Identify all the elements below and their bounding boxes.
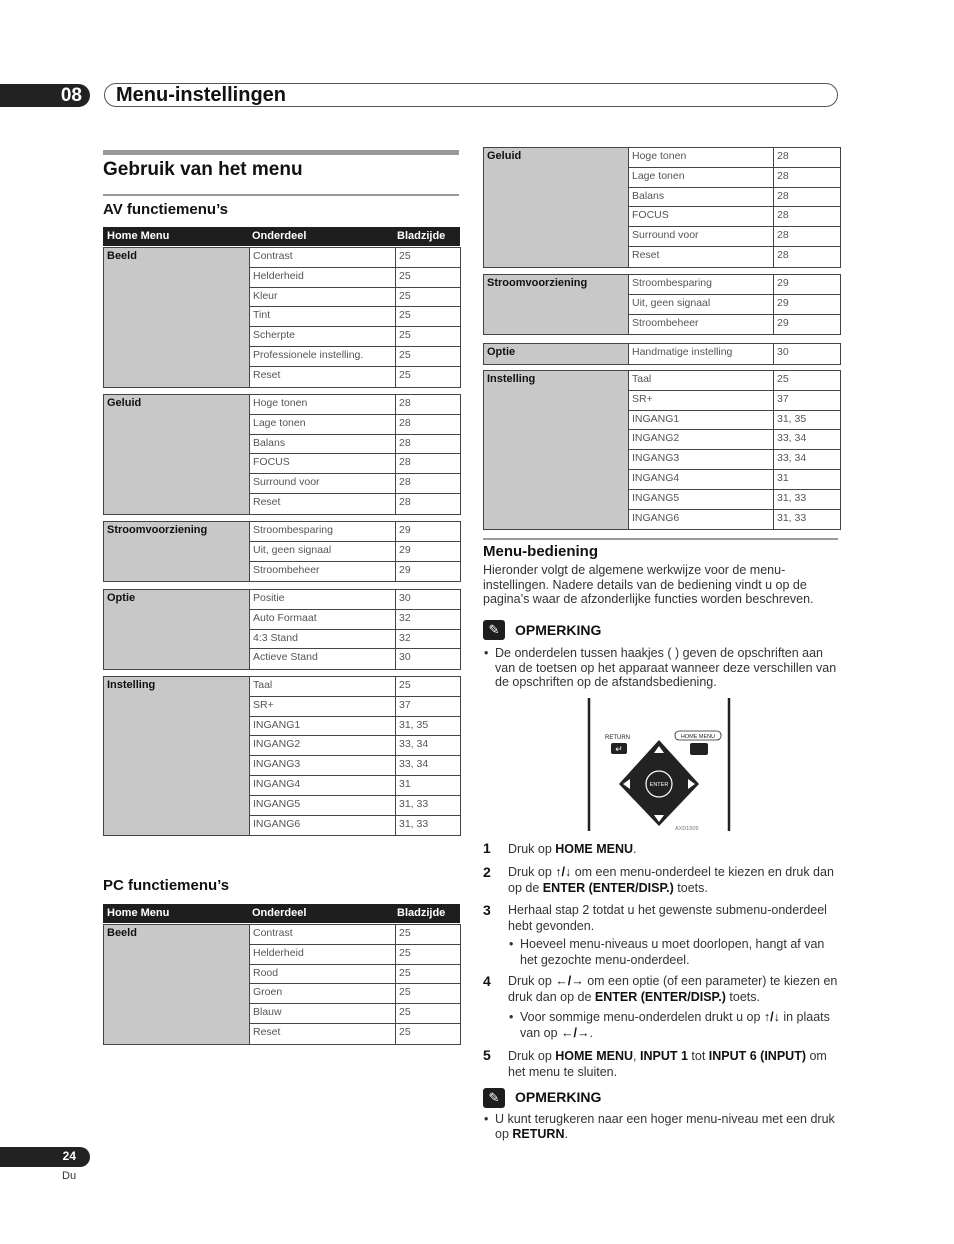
item-name: Reset [629,247,774,267]
step-number: 2 [483,864,491,880]
page-ref: 25 [399,289,411,302]
page-ref: 30 [777,346,789,358]
table-row [250,816,460,836]
page-ref: 25 [399,927,411,939]
item-name: INGANG4 [629,470,774,489]
col-onderdeel: Onderdeel [252,907,307,919]
table-row [629,430,840,450]
item-name: Reset [250,494,396,514]
table-row [629,207,840,227]
step-3-text: Herhaal stap 2 totdat u het gewenste submenu-onderdeel hebt gevonden. [508,903,827,933]
bediening-heading: Menu-bediening [483,543,598,560]
item-name: Handmatige instelling [629,344,774,364]
table-row [629,188,840,208]
page-ref: 28 [777,248,789,261]
step-number: 4 [483,973,491,989]
page-ref: 25 [399,1006,411,1019]
item-name: INGANG2 [629,430,774,449]
group-name: Geluid [104,395,250,514]
item-name: INGANG6 [250,816,396,836]
item-name: FOCUS [629,207,774,226]
item-name: Hoge tonen [250,395,396,414]
step-1-text: Druk op HOME MENU. [508,842,637,856]
table-row [629,391,840,411]
page-ref: 29 [399,563,411,576]
item-name: Surround voor [250,474,396,493]
group-name: Beeld [104,248,250,387]
table-row [250,494,460,514]
step-number: 5 [483,1047,491,1063]
table-row [250,677,460,697]
page-ref: 30 [399,592,411,604]
item-name: Reset [250,1024,396,1044]
col-bladzijde: Bladzijde [397,230,446,242]
title-bar [104,83,838,107]
page-ref: 25 [777,373,789,385]
table-row [250,1004,460,1024]
table-row [250,395,460,415]
page-ref: 25 [399,250,411,262]
page-ref: 32 [399,631,411,644]
page-ref: 31, 33 [777,491,807,504]
table-row [250,984,460,1004]
page-number: 24 [62,1149,76,1163]
group-name: Optie [484,344,629,364]
step-5-text: Druk op HOME MENU, INPUT 1 tot INPUT 6 (INPUT) om het menu te sluiten. [508,1049,827,1079]
item-name: Contrast [250,925,396,944]
page-ref: 28 [399,416,411,429]
pencil-icon: ✎ [483,1088,505,1108]
page-number-tab [0,1147,90,1167]
page-ref: 33, 34 [399,758,429,771]
table-row [250,347,460,367]
menu-group [103,521,461,582]
page-ref: 30 [399,651,411,664]
page-ref: 25 [399,309,411,322]
page-ref: 28 [777,150,789,162]
group-name: Instelling [104,677,250,835]
table-row [250,562,460,582]
table-row [629,275,840,295]
language-code: Du [62,1170,77,1182]
table-row [629,295,840,315]
item-name: FOCUS [250,454,396,473]
page-ref: 28 [399,397,411,409]
page-ref: 31, 33 [777,511,807,524]
item-name: Actieve Stand [250,649,396,669]
item-name: Stroombesparing [629,275,774,294]
home-menu-label: HOME MENU [680,734,716,740]
table-row [250,415,460,435]
group-name: Stroomvoorziening [104,522,250,581]
page-ref: 29 [777,296,789,309]
return-label: RETURN [605,735,630,741]
table-row [250,327,460,347]
divider [483,538,838,540]
page-ref: 29 [399,524,411,536]
item-name: Lage tonen [629,168,774,187]
page-ref: 31, 35 [777,412,807,425]
return-icon: ↵ [615,744,623,754]
step-3-sub: Hoeveel menu-niveaus u moet doorlopen, hangt af van het gezochte menu-onderdeel. [520,937,825,967]
item-name: Stroombeheer [250,562,396,582]
table-row [250,945,460,965]
page-ref: 32 [399,611,411,624]
item-name: INGANG4 [250,776,396,795]
group-name: Optie [104,590,250,669]
item-name: INGANG5 [250,796,396,815]
group-name: Geluid [484,148,629,267]
page-ref: 28 [777,169,789,182]
table-row [250,1024,460,1044]
menu-group [483,274,841,335]
item-name: INGANG1 [250,717,396,736]
table-row [629,168,840,188]
table-row [250,649,460,669]
col-home-menu: Home Menu [107,907,170,919]
step-2-text: Druk op ↑/↓ om een menu-onderdeel te kiezen en druk dan op de ENTER (ENTER/DISP.) toets. [508,865,834,895]
item-name: Stroombeheer [629,315,774,335]
table-row [250,697,460,717]
table-row [629,450,840,470]
menu-group [103,589,461,670]
table-row [250,776,460,796]
page-ref: 28 [399,495,411,508]
table-row [250,630,460,650]
table-row [629,148,840,168]
page-ref: 29 [399,543,411,556]
enter-label: ENTER [649,782,669,788]
note-label: OPMERKING [515,622,602,638]
page-ref: 25 [399,348,411,361]
table-row [250,435,460,455]
page-ref: 28 [777,209,789,222]
item-name: INGANG3 [250,756,396,775]
page-ref: 28 [399,476,411,489]
col-home-menu: Home Menu [107,230,170,242]
page-ref: 25 [399,946,411,959]
item-name: Balans [250,435,396,454]
group-name: Beeld [104,925,250,1044]
page-ref: 29 [777,277,789,289]
remote-illustration [587,698,731,831]
page-ref: 25 [399,368,411,381]
item-name: Helderheid [250,945,396,964]
page-ref: 31, 33 [399,817,429,830]
table-row [250,288,460,308]
table-row [250,307,460,327]
table-row [250,268,460,288]
left-right-arrow-icon: ←/→ [555,974,584,988]
table-row [629,247,840,267]
av-heading: AV functiemenu’s [103,201,229,218]
note-label: OPMERKING [515,1089,602,1105]
pc-table-header [103,904,460,923]
page-ref: 25 [399,679,411,691]
menu-group [483,370,841,530]
item-name: Surround voor [629,227,774,246]
item-name: Tint [250,307,396,326]
menu-group [103,247,461,388]
left-right-arrow-icon: ←/→ [561,1025,590,1040]
table-row [250,717,460,737]
page-ref: 25 [399,269,411,282]
item-name: SR+ [629,391,774,410]
table-row [629,470,840,490]
page-ref: 31, 33 [399,797,429,810]
group-name: Instelling [484,371,629,529]
item-name: Helderheid [250,268,396,287]
item-name: Stroombesparing [250,522,396,541]
table-row [250,756,460,776]
group-name: Stroomvoorziening [484,275,629,334]
page-ref: 25 [399,329,411,342]
item-name: Taal [250,677,396,696]
page-title: Menu-instellingen [116,84,286,106]
table-row [629,315,840,335]
table-row [250,796,460,816]
page-ref: 29 [777,316,789,329]
col-bladzijde: Bladzijde [397,907,446,919]
table-row [250,248,460,268]
page-ref: 31, 35 [399,718,429,731]
item-name: Contrast [250,248,396,267]
item-name: INGANG5 [629,490,774,509]
page-ref: 31 [399,777,411,790]
table-row [629,510,840,530]
chapter-tab [0,84,90,107]
page-ref: 28 [399,456,411,469]
page-ref: 37 [399,698,411,711]
up-down-arrow-icon: ↑/↓ [763,1010,780,1024]
pc-heading: PC functiemenu’s [103,877,230,894]
home-menu-button[interactable] [690,743,708,755]
page-ref: 25 [399,986,411,999]
menu-group [103,676,461,836]
page-ref: 37 [777,392,789,405]
menu-group [103,924,461,1045]
page-ref: 25 [399,1025,411,1038]
item-name: Lage tonen [250,415,396,434]
item-name: Uit, geen signaal [629,295,774,314]
step-number: 3 [483,902,491,918]
section-title: Gebruik van het menu [103,150,459,181]
item-name: SR+ [250,697,396,716]
table-row [250,367,460,387]
item-name: Blauw [250,1004,396,1023]
table-row [629,490,840,510]
table-row [250,542,460,562]
table-row [250,736,460,756]
item-name: 4:3 Stand [250,630,396,649]
page-ref: 33, 34 [399,738,429,751]
diagram-code: AXD1509 [675,826,699,831]
item-name: INGANG3 [629,450,774,469]
divider [103,194,459,196]
item-name: Reset [250,367,396,387]
item-name: Balans [629,188,774,207]
item-name: INGANG2 [250,736,396,755]
table-row [629,344,840,364]
item-name: INGANG6 [629,510,774,530]
table-row [250,965,460,985]
table-row [629,411,840,431]
page-ref: 33, 34 [777,432,807,445]
item-name: Positie [250,590,396,609]
item-name: Hoge tonen [629,148,774,167]
menu-group [483,343,841,365]
chapter-number: 08 [60,85,82,106]
page-ref: 31 [777,471,789,484]
page-ref: 28 [399,436,411,449]
item-name: Professionele instelling. [250,347,396,366]
table-row [250,474,460,494]
pencil-icon: ✎ [483,620,505,640]
item-name: Kleur [250,288,396,307]
av-table-header [103,227,460,246]
table-row [250,610,460,630]
table-row [250,925,460,945]
table-row [629,371,840,391]
step-4-sub: Voor sommige menu-onderdelen drukt u op ↑/↓ in plaats van op ←/→. [520,1010,830,1040]
step-4-text: Druk op ←/→ om een optie (of een parameter) te kiezen en druk dan op de ENTER (ENTER/DISP.) toets. [508,974,838,1004]
page-ref: 25 [399,966,411,979]
table-row [250,522,460,542]
page-ref: 28 [777,189,789,202]
item-name: INGANG1 [629,411,774,430]
note-2-text: U kunt terugkeren naar een hoger menu-niveau met een druk op RETURN. [495,1112,835,1141]
menu-group [103,394,461,515]
item-name: Uit, geen signaal [250,542,396,561]
item-name: Taal [629,371,774,390]
item-name: Groen [250,984,396,1003]
intro-text: Hieronder volgt de algemene werkwijze voor de menu-instellingen. Nadere details van de bediening vindt u op de pagina’s waar de afzonderlijke functies worden beschreven. [483,563,814,606]
step-number: 1 [483,840,491,856]
note-text: De onderdelen tussen haakjes ( ) geven de opschriften aan van de toetsen op het apparaat wanneer deze verschillen van de opschriften op de afstandsbediening. [495,646,837,689]
up-down-arrow-icon: ↑/↓ [555,865,572,879]
page-ref: 33, 34 [777,452,807,465]
table-row [250,590,460,610]
item-name: Auto Formaat [250,610,396,629]
item-name: Scherpte [250,327,396,346]
item-name: Rood [250,965,396,984]
table-row [629,227,840,247]
col-onderdeel: Onderdeel [252,230,307,242]
menu-group [483,147,841,268]
table-row [250,454,460,474]
page-ref: 28 [777,229,789,242]
